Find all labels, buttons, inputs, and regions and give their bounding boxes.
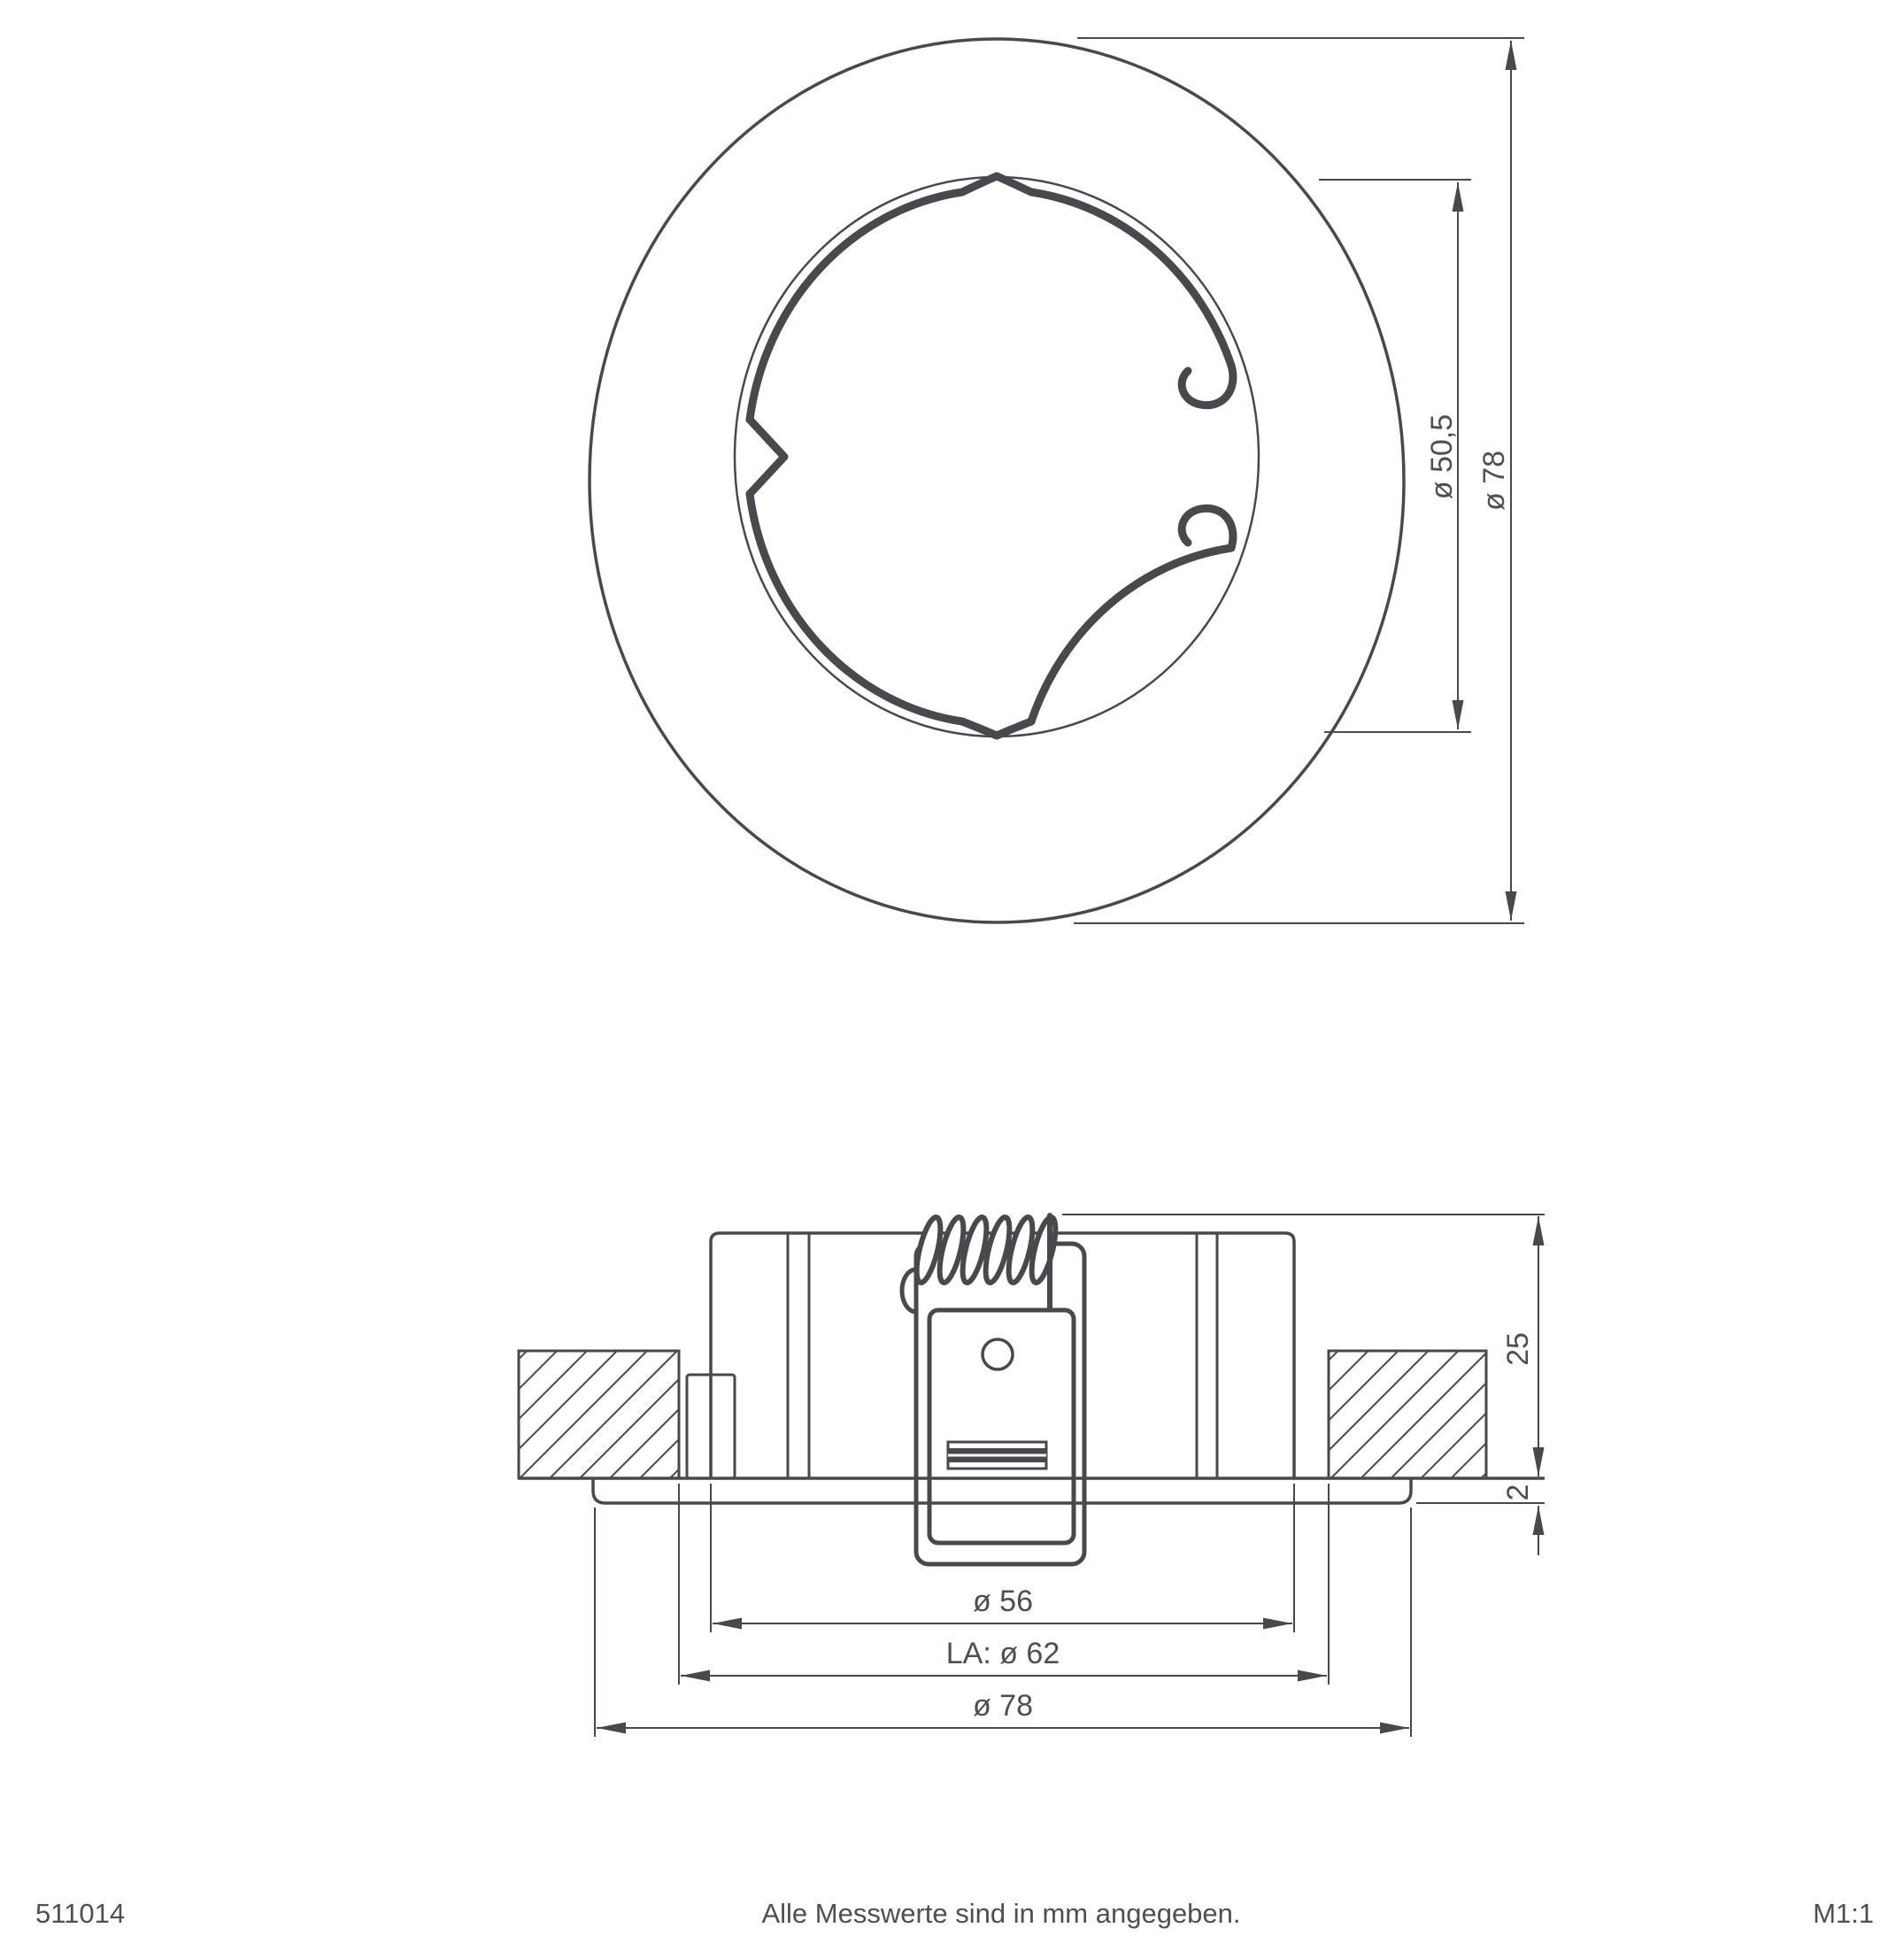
spring-left-notch <box>750 420 784 494</box>
spring-hook-upper <box>1182 366 1233 405</box>
clip-outer-frame <box>916 1244 1084 1564</box>
top-view-dimensions <box>1074 38 1524 923</box>
spring-arc-lower-left <box>750 494 962 721</box>
clip-hole <box>983 1339 1013 1369</box>
cutout-diameter-label: LA: ø 62 <box>945 1637 1060 1670</box>
section-width-dimensions <box>595 1484 1411 1737</box>
mounting-clip <box>902 1244 1084 1564</box>
flange-thickness-label: 2 <box>1501 1484 1535 1501</box>
article-number: 511014 <box>35 1898 126 1929</box>
title-block <box>35 1898 1874 1929</box>
top-view <box>590 38 1524 923</box>
scale-indicator: M1:1 <box>1813 1898 1874 1929</box>
inner-diameter-label: ø 50,5 <box>1425 413 1459 500</box>
ceiling-hatch-left <box>519 1351 679 1478</box>
spring-bottom-peak <box>962 721 1031 736</box>
flange-diameter-label: ø 78 <box>972 1689 1034 1723</box>
ceiling-hatch-right <box>1329 1351 1486 1478</box>
spring-hook-lower <box>1182 508 1233 548</box>
recess-depth-label: 25 <box>1501 1332 1535 1366</box>
spring-arc-upper-right <box>1031 192 1231 366</box>
trim-ring-inner-edge <box>735 177 1259 736</box>
spring-arc-upper-left <box>750 192 962 420</box>
section-view <box>519 1215 1545 1737</box>
trim-flange <box>593 1478 1411 1503</box>
spring-arc-lower-right <box>1031 548 1231 721</box>
trim-ring-outer-edge <box>590 39 1404 922</box>
units-note: Alle Messwerte sind in mm angegeben. <box>761 1898 1241 1929</box>
clip-inner-plate <box>929 1310 1074 1543</box>
coil-spring <box>912 1215 1060 1307</box>
outer-diameter-label: ø 78 <box>1477 450 1511 512</box>
body-diameter-label: ø 56 <box>972 1585 1034 1618</box>
retaining-spring-ring <box>750 176 1233 736</box>
